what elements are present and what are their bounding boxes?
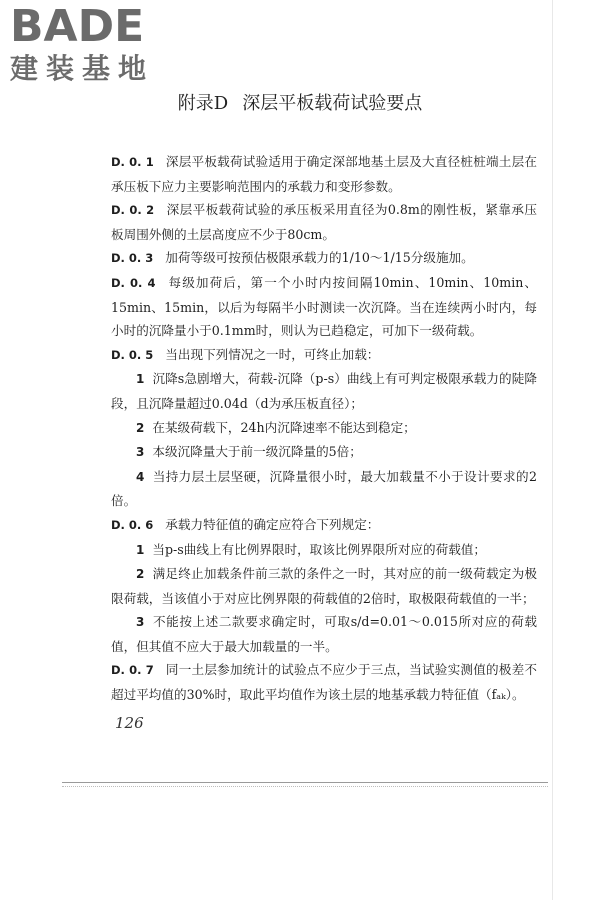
clause-label: D. 0. 2: [111, 203, 155, 218]
subclause-text: 当持力层土层坚硬，沉降量很小时，最大加载量不小于设计要求的2倍。: [111, 468, 537, 509]
clause-label: D. 0. 7: [111, 663, 154, 678]
clause-label: D. 0. 3: [111, 251, 154, 266]
subclause-d05-2: [111, 416, 537, 441]
clause-d05: [111, 343, 537, 368]
clause-d01: [111, 150, 537, 198]
subclause-d06-2: [111, 562, 537, 610]
subclause-number: 1: [136, 542, 145, 557]
footer-rule: [62, 782, 548, 783]
subclause-number: 3: [136, 615, 145, 630]
clause-d06: [111, 513, 537, 538]
subclause-d05-1: [111, 367, 537, 415]
clause-text: 深层平板载荷试验的承压板采用直径为0.8m的刚性板，紧靠承压板周围外侧的土层高度应不少于80cm。: [111, 202, 537, 242]
subclause-number: 2: [136, 567, 145, 582]
page-number: 126: [115, 714, 144, 732]
clause-text: 承载力特征值的确定应符合下列规定：: [165, 516, 380, 532]
appendix-title: [0, 92, 600, 116]
clause-d02: [111, 198, 537, 246]
subclause-d06-1: [111, 538, 537, 563]
subclause-number: 1: [136, 372, 145, 387]
document-body: [111, 150, 537, 707]
appendix-label: 附录D: [177, 93, 229, 114]
clause-d04: [111, 271, 537, 343]
subclause-text: 本级沉降量大于前一级沉降量的5倍；: [152, 444, 362, 460]
clause-label: D. 0. 5: [111, 347, 154, 362]
subclause-text: 不能按上述二款要求确定时，可取s/d=0.01～0.015所对应的荷载值，但其值不应大于最大加载量的一半。: [111, 614, 537, 654]
subclause-text: 沉降s急剧增大，荷载-沉降（p-s）曲线上有可判定极限承载力的陡降段，且沉降量超过0.04d（d为承压板直径）；: [111, 371, 537, 411]
subclause-d05-4: [111, 465, 537, 513]
bade-logo: [10, 1, 180, 88]
logo-wordmark: BADE: [10, 1, 145, 52]
clause-text: 当出现下列情况之一时，可终止加载：: [165, 346, 380, 362]
logo-subtitle: 建装基地: [10, 52, 155, 85]
page-edge-line: [552, 0, 553, 900]
clause-label: D. 0. 1: [111, 155, 154, 169]
subclause-number: 2: [136, 420, 145, 435]
subclause-d06-3: [111, 610, 537, 658]
clause-text: 每级加荷后，第一个小时内按间隔10min、10min、10min、15min、15min，以后为每隔半小时测读一次沉降。当在连续两小时内，每小时的沉降量小于0.1mm时，则认为已趋稳定，可加下一级荷载。: [111, 274, 537, 339]
appendix-heading: 深层平板载荷试验要点: [242, 93, 423, 114]
subclause-number: 3: [136, 445, 145, 460]
footer-rule-dotted: [62, 786, 548, 787]
subclause-text: 当p-s曲线上有比例界限时，取该比例界限所对应的荷载值；: [152, 541, 486, 557]
subclause-d05-3: [111, 440, 537, 465]
clause-text: 同一土层参加统计的试验点不应少于三点，当试验实测值的极差不超过平均值的30%时，取此平均值作为该土层的地基承载力特征值（fₐₖ）。: [111, 662, 538, 703]
subclause-number: 4: [136, 469, 145, 484]
clause-text: 深层平板载荷试验适用于确定深部地基土层及大直径桩桩端土层在承压板下应力主要影响范围内的承载力和变形参数。: [111, 154, 538, 194]
clause-text: 加荷等级可按预估极限承载力的1/10～1/15分级施加。: [165, 250, 474, 266]
subclause-text: 满足终止加载条件前三款的条件之一时，其对应的前一级荷载定为极限荷载，当该值小于对应比例界限的荷载值的2倍时，取极限荷载值的一半；: [111, 566, 537, 606]
clause-label: D. 0. 4: [111, 275, 156, 290]
subclause-text: 在某级荷载下，24h内沉降速率不能达到稳定；: [152, 419, 416, 435]
clause-d07: [111, 658, 537, 706]
clause-d03: [111, 246, 537, 271]
clause-label: D. 0. 6: [111, 517, 154, 532]
